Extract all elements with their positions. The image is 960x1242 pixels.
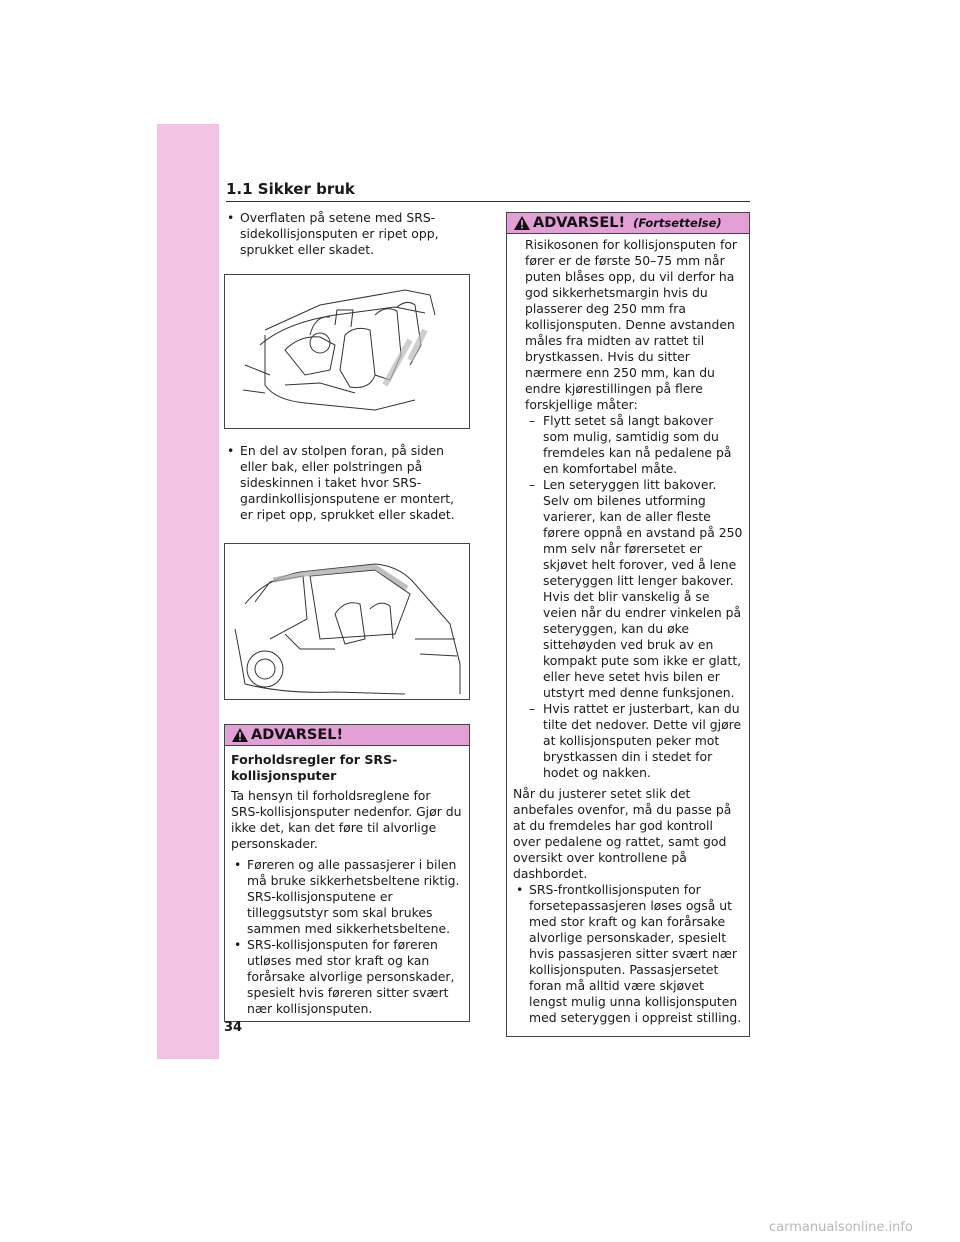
section-header: 1.1 Sikker bruk (226, 180, 750, 202)
car-interior-drawing (225, 275, 469, 428)
warning-body (225, 746, 469, 1021)
car-exterior-drawing (225, 544, 469, 699)
warning-header (507, 212, 749, 234)
warning-header (225, 724, 469, 746)
page-number: 34 (224, 1020, 243, 1035)
bullet-dot: • (234, 857, 242, 872)
dash-item: – Hvis rattet er justerbart, kan du tilte det nedover. Dette vil gjøre at kollisjonsputen peker mot brystkassen din i stedet for hodet og nakken. (529, 701, 742, 780)
right-column (506, 212, 750, 1037)
watermark: carmanualsonline.info (769, 1220, 913, 1235)
warning-body (507, 234, 749, 1036)
warning-triangle-icon (231, 727, 249, 743)
warning-triangle-icon (513, 215, 531, 231)
dash-marker: – (529, 413, 536, 428)
warning-bullet: • SRS-kollisjonsputen for føreren utløses med stor kraft og kan forårsake alvorlige personskader, spesielt hvis føreren sitter svært nær kollisjonsputen. (234, 937, 455, 1016)
dash-marker: – (529, 477, 536, 492)
dash-marker: – (529, 701, 536, 716)
passenger-airbag-bullet: • SRS-frontkollisjonsputen for forsetepassasjeren løses også ut med stor kraft og kan forårsake alvorlige personskader, spesielt hvis passasjeren sitter svært nær kollisjonsputen. Passasjersetet foran må alltid være skjøvet lengst mulig unna kollisjonsputen med seteryggen i oppreist stilling. (516, 882, 742, 1025)
warning-title: ADVARSEL! (533, 215, 626, 231)
side-tab-strip (157, 124, 219, 1059)
warning-title: ADVARSEL! (251, 727, 344, 743)
dash-item: – Len seteryggen litt bakover. Selv om bilenes utforming varierer, kan de aller fleste førere oppnå en avstand på 250 mm selv når førersetet er skjøvet helt forover, ved å lene seteryggen litt lenger bakover. Hvis det blir vanskelig å se veien når du endrer vinkelen på seteryggen, kan du øke sittehøyden ved bruk av en kompakt pute som ikke er glatt, eller heve setet hvis bilen er utstyrt med denne funksjonen. (529, 477, 743, 700)
bullet-dot: • (227, 443, 235, 458)
risk-zone-paragraph: Risikosonen for kollisjonsputen for fører er de første 50–75 mm når puten blåses opp, du vil derfor ha god sikkerhetsmargin hvis du plasserer deg 250 mm fra kollisjonsputen. Denne avstanden måles fra midten av rattet til brystkassen. Hvis du sitter nærmere enn 250 mm, kan du endre kjørestillingen på flere forskjellige måter: (525, 237, 738, 412)
warning-bullet: • Føreren og alle passasjerer i bilen må bruke sikkerhetsbeltene riktig. SRS-kollisjonsputene er tilleggsutstyr som skal brukes sammen med sikkerhetsbeltene. (234, 857, 460, 936)
bullet-dot: • (234, 937, 242, 952)
bullet-pillar-trim: • En del av stolpen foran, på siden eller bak, eller polstringen på sideskinnen i taket hvor SRS-gardinkollisjonsputene er montert, er ripet opp, sprukket eller skadet. (227, 443, 455, 522)
adjust-seat-paragraph: Når du justerer setet slik det anbefales ovenfor, må du passe på at du fremdeles har god kontroll over pedalene og rattet, samt god oversikt over kontrollene på dashbordet. (513, 786, 732, 881)
warning-subtitle: Forholdsregler for SRS-kollisjonsputer (231, 752, 398, 783)
interior-seat-illustration (224, 274, 470, 429)
dash-item: – Flytt setet så langt bakover som mulig, samtidig som du fremdeles kan nå pedalene på en komfortabel måte. (529, 413, 732, 476)
curtain-airbag-illustration (224, 543, 470, 700)
bullet-dot: • (516, 882, 524, 897)
bullet-dot: • (227, 210, 235, 225)
bullet-seat-surface: • Overflaten på setene med SRS-sidekollisjonsputen er ripet opp, sprukket eller skadet. (227, 210, 439, 257)
warning-box-srs (224, 724, 470, 1022)
warning-box-continued (506, 212, 750, 1037)
continued-label: (Fortsettelse) (633, 216, 722, 230)
warning-intro: Ta hensyn til forholdsreglene for SRS-kollisjonsputer nedenfor. Gjør du ikke det, kan det føre til alvorlige personskader. (231, 788, 462, 851)
left-column (224, 210, 470, 1022)
